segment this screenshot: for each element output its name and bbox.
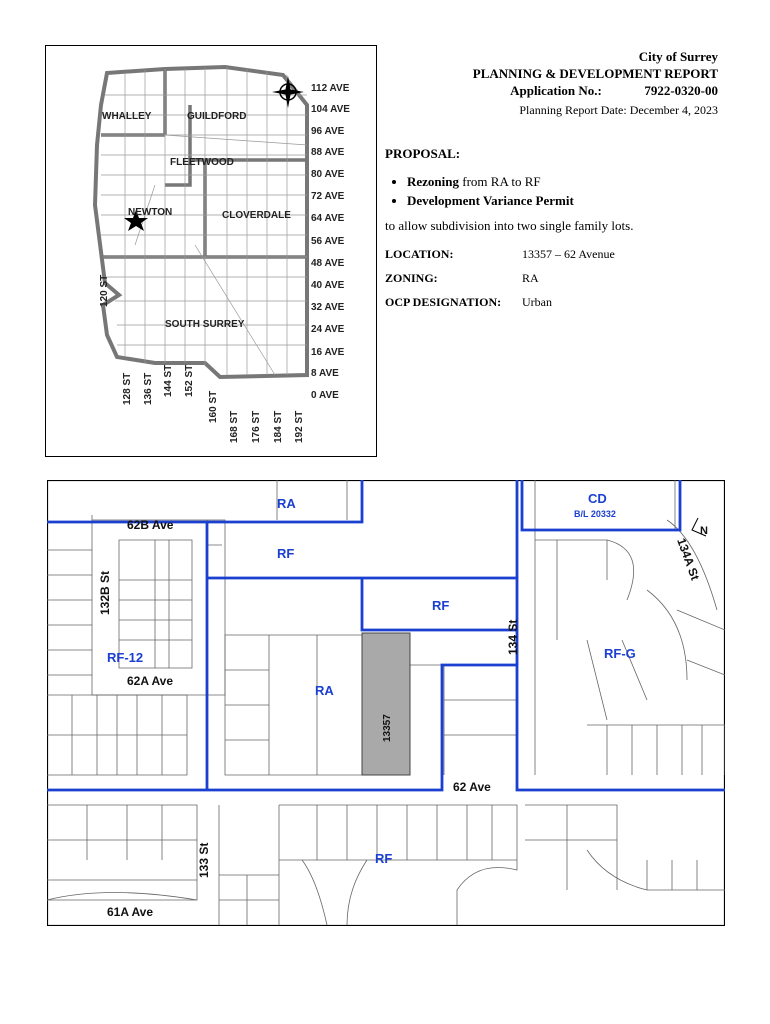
street-label: 134A St (674, 536, 703, 582)
avenue-label: 104 AVE (311, 104, 350, 115)
avenue-label: 72 AVE (311, 191, 345, 202)
street-label: 144 ST (163, 364, 174, 397)
street-label: 184 ST (273, 410, 284, 443)
application-number: 7922-0320-00 (644, 83, 718, 98)
zone-label: RF (375, 851, 393, 866)
avenue-label: 112 AVE (311, 83, 350, 94)
zone-label: RF-12 (107, 650, 144, 665)
zone-label: CD (588, 491, 607, 506)
svg-text:N: N (700, 525, 708, 537)
street-label: 120 ST (99, 274, 110, 307)
detail-row: OCP DESIGNATION: Urban (385, 295, 552, 309)
avenue-label: 64 AVE (311, 213, 345, 224)
street-label: 160 ST (208, 390, 219, 423)
street-label: 136 ST (143, 372, 154, 405)
avenue-label: 96 AVE (311, 126, 345, 137)
avenue-label: 16 AVE (311, 347, 345, 358)
org-name: City of Surrey (638, 49, 718, 64)
street-label: 128 ST (122, 372, 133, 405)
district-label: WHALLEY (102, 111, 152, 122)
report-date: Planning Report Date: December 4, 2023 (519, 103, 718, 117)
street-label: 176 ST (251, 410, 262, 443)
proposal-item: • Rezoning from RA to RF (407, 172, 725, 191)
application-label: Application No.: (510, 83, 602, 98)
application-number-row (473, 82, 718, 99)
street-label: 168 ST (229, 410, 240, 443)
key-map (45, 45, 377, 457)
street-label: 62B Ave (127, 518, 174, 532)
subject-lot (362, 633, 410, 775)
street-label: 192 ST (294, 410, 305, 443)
proposal-heading: PROPOSAL: (385, 146, 461, 161)
street-label: 152 ST (184, 364, 195, 397)
detail-row: LOCATION: 13357 – 62 Avenue (385, 247, 615, 261)
proposal-list (385, 172, 725, 210)
key-map-svg (45, 45, 377, 457)
zone-label: RF (432, 598, 450, 613)
avenue-label: 56 AVE (311, 236, 345, 247)
district-label: GUILDFORD (187, 111, 247, 122)
district-label: CLOVERDALE (222, 210, 291, 221)
street-label: 134 St (506, 619, 520, 655)
avenue-label: 32 AVE (311, 302, 345, 313)
proposal-item: • Development Variance Permit (407, 191, 725, 210)
detail-row: ZONING: RA (385, 271, 539, 285)
street-label: 61A Ave (107, 905, 154, 919)
avenue-label: 80 AVE (311, 169, 345, 180)
report-header (473, 48, 718, 119)
site-map-svg (47, 480, 725, 926)
district-label: NEWTON (128, 207, 173, 218)
zone-label: RA (315, 683, 334, 698)
avenue-label: 48 AVE (311, 258, 345, 269)
site-map (47, 480, 725, 926)
street-label: 62A Ave (127, 674, 174, 688)
district-label: FLEETWOOD (170, 157, 234, 168)
avenue-label: 24 AVE (311, 324, 345, 335)
avenue-label: 40 AVE (311, 280, 345, 291)
lot-number-label: 13357 (382, 714, 393, 742)
district-label: SOUTH SURREY (165, 319, 245, 330)
bylaw-label: B/L 20332 (574, 509, 616, 519)
details-table (385, 242, 725, 314)
street-label: 62 Ave (453, 780, 491, 794)
proposal-purpose: to allow subdivision into two single family lots. (385, 218, 634, 233)
zone-label: RF-G (604, 646, 636, 661)
avenue-label: 0 AVE (311, 390, 339, 401)
report-title: PLANNING & DEVELOPMENT REPORT (472, 66, 718, 81)
zone-label: RA (277, 496, 296, 511)
proposal-section (385, 146, 725, 314)
avenue-label: 88 AVE (311, 147, 345, 158)
avenue-label: 8 AVE (311, 368, 339, 379)
zone-label: RF (277, 546, 295, 561)
street-label: 133 St (197, 842, 211, 878)
street-label: 132B St (98, 570, 112, 615)
